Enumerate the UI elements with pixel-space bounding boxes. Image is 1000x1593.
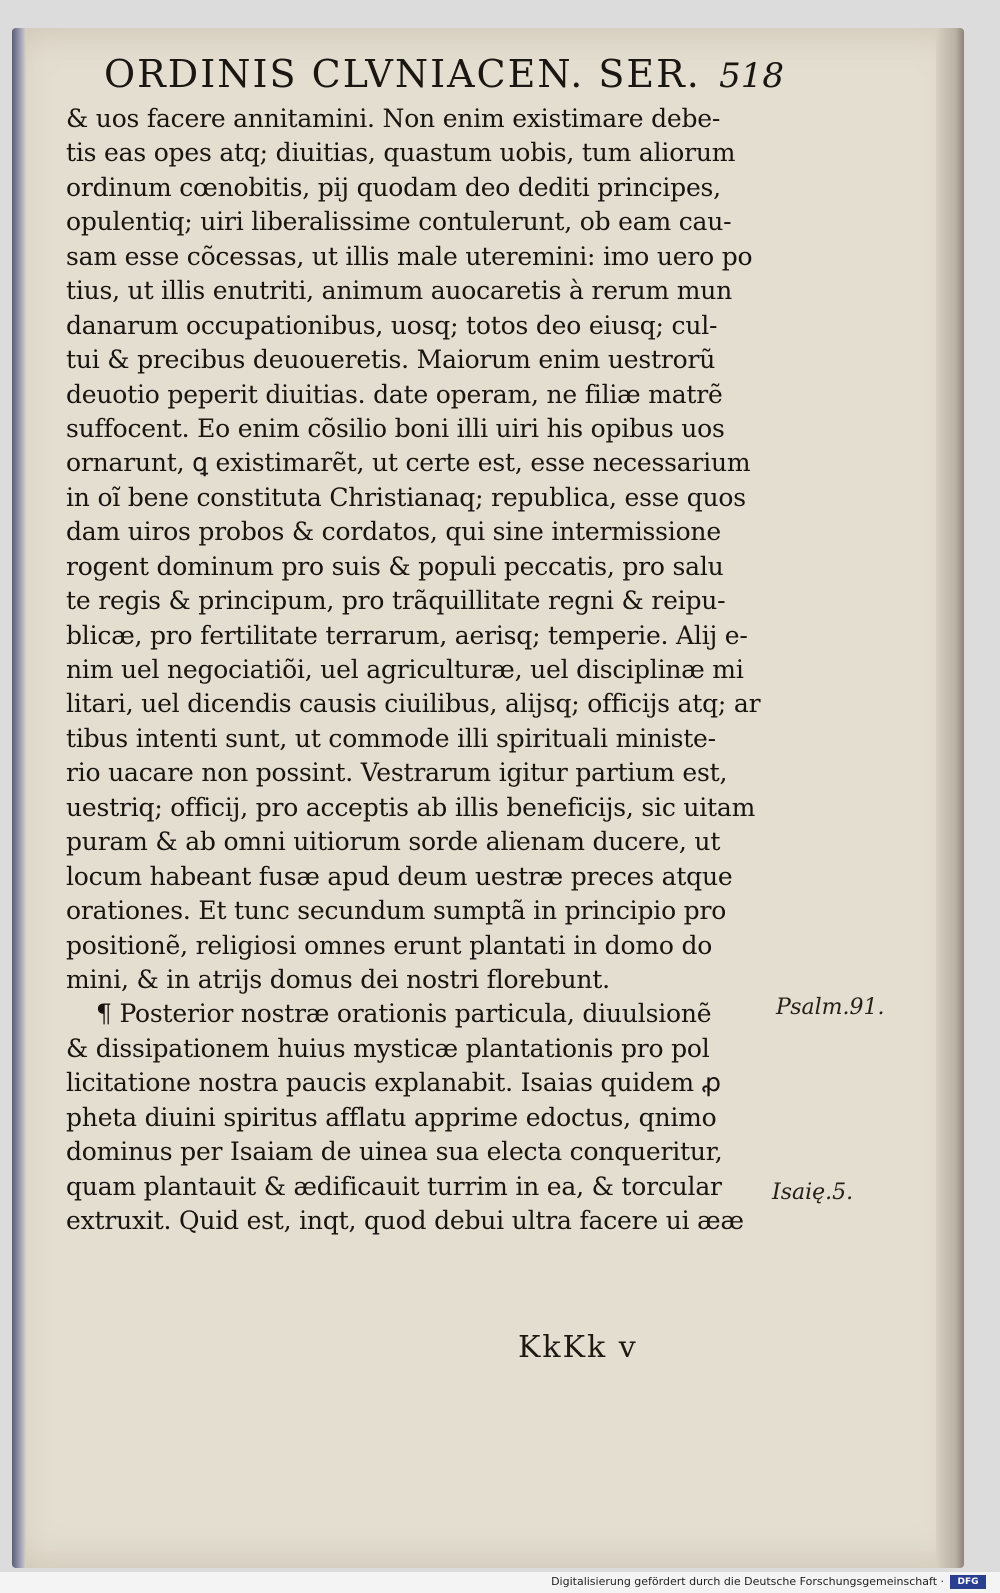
text-line: puram & ab omni uitiorum sorde alienam ducere, ut bbox=[66, 827, 721, 857]
text-line: tibus intenti sunt, ut commode illi spirituali ministe- bbox=[66, 723, 716, 753]
text-line: quam plantauit & ædificauit turrim in ea, & torcular bbox=[66, 1171, 722, 1201]
folio-number: 518 bbox=[719, 56, 784, 96]
text-line: litari, uel dicendis causis ciuilibus, alijsq; officijs atq; ar bbox=[66, 689, 761, 719]
footer-bar bbox=[0, 1572, 1000, 1593]
marginal-note-isaiah: Isaię.5. bbox=[772, 1180, 854, 1205]
page-edge bbox=[936, 28, 964, 1568]
text-line: tius, ut illis enutriti, animum auocaretis à rerum mun bbox=[66, 276, 733, 306]
text-line: orationes. Et tunc secundum sumptã in principio pro bbox=[66, 896, 727, 926]
text-line: rogent dominum pro suis & populi peccatis, pro salu bbox=[66, 551, 724, 581]
text-line: ordinum cœnobitis, pij quodam deo dediti principes, bbox=[66, 172, 721, 202]
text-line: extruxit. Quid est, inqt, quod debui ultra facere ui ææ bbox=[66, 1206, 744, 1235]
page-header bbox=[104, 50, 784, 100]
body-text bbox=[66, 102, 778, 1238]
text-line: dam uiros probos & cordatos, qui sine intermissione bbox=[66, 517, 721, 547]
text-line: locum habeant fusæ apud deum uestræ preces atque bbox=[66, 861, 733, 891]
text-line: tis eas opes atq; diuitias, quastum uobis, tum aliorum bbox=[66, 138, 736, 168]
binding-edge bbox=[12, 28, 26, 1568]
text-line: sam esse cõcessas, ut illis male uteremini: imo uero po bbox=[66, 241, 753, 271]
text-line: in oĩ bene constituta Christianaq; republica, esse quos bbox=[66, 482, 746, 512]
text-line: nim uel negociatiõi, uel agriculturæ, uel disciplinæ mi bbox=[66, 655, 744, 684]
footer-credit: Digitalisierung gefördert durch die Deutsche Forschungsgemeinschaft · bbox=[551, 1575, 944, 1588]
text-line: ornarunt, ꝗ existimarẽt, ut certe est, esse necessarium bbox=[66, 448, 751, 478]
text-line: uestriq; officij, pro acceptis ab illis beneficijs, sic uitam bbox=[66, 792, 756, 822]
paragraph-start-line: ¶ Posterior nostræ orationis particula, diuulsionẽ bbox=[96, 999, 712, 1029]
text-line: te regis & principum, pro trãquillitate regni & reipu- bbox=[66, 586, 726, 616]
marginal-note-psalm: Psalm.91. bbox=[776, 995, 885, 1020]
text-line: suffocent. Eo enim cõsilio boni illi uiri his opibus uos bbox=[66, 413, 725, 443]
text-line: deuotio peperit diuitias. date operam, ne filiæ matrẽ bbox=[66, 379, 723, 409]
text-line: pheta diuini spiritus afflatu apprime edoctus, qnimo bbox=[66, 1102, 717, 1132]
text-line: opulentiq; uiri liberalissime contulerunt, ob eam cau- bbox=[66, 207, 732, 237]
text-line: blicæ, pro fertilitate terrarum, aerisq; temperie. Alij e- bbox=[66, 620, 748, 650]
text-line: mini, & in atrijs domus dei nostri florebunt. bbox=[66, 964, 610, 994]
signature-mark: KkKk v bbox=[518, 1330, 638, 1365]
text-line: tui & precibus deuoueretis. Maiorum enim uestrorũ bbox=[66, 345, 716, 375]
text-line: & uos facere annitamini. Non enim existimare debe- bbox=[66, 104, 721, 133]
text-line: rio uacare non possint. Vestrarum igitur partium est, bbox=[66, 758, 728, 788]
text-line: licitatione nostra paucis explanabit. Isaias quidem ꝓ bbox=[66, 1068, 721, 1098]
text-line: danarum occupationibus, uosq; totos deo eiusq; cul- bbox=[66, 310, 718, 340]
text-line: & dissipationem huius mysticæ plantationis pro pol bbox=[66, 1033, 710, 1063]
dfg-logo: DFG bbox=[950, 1575, 986, 1589]
text-line: positionẽ, religiosi omnes erunt plantati in domo do bbox=[66, 930, 713, 960]
running-head: ORDINIS CLVNIACEN. SER. bbox=[104, 52, 701, 96]
text-line: dominus per Isaiam de uinea sua electa conqueritur, bbox=[66, 1137, 723, 1167]
